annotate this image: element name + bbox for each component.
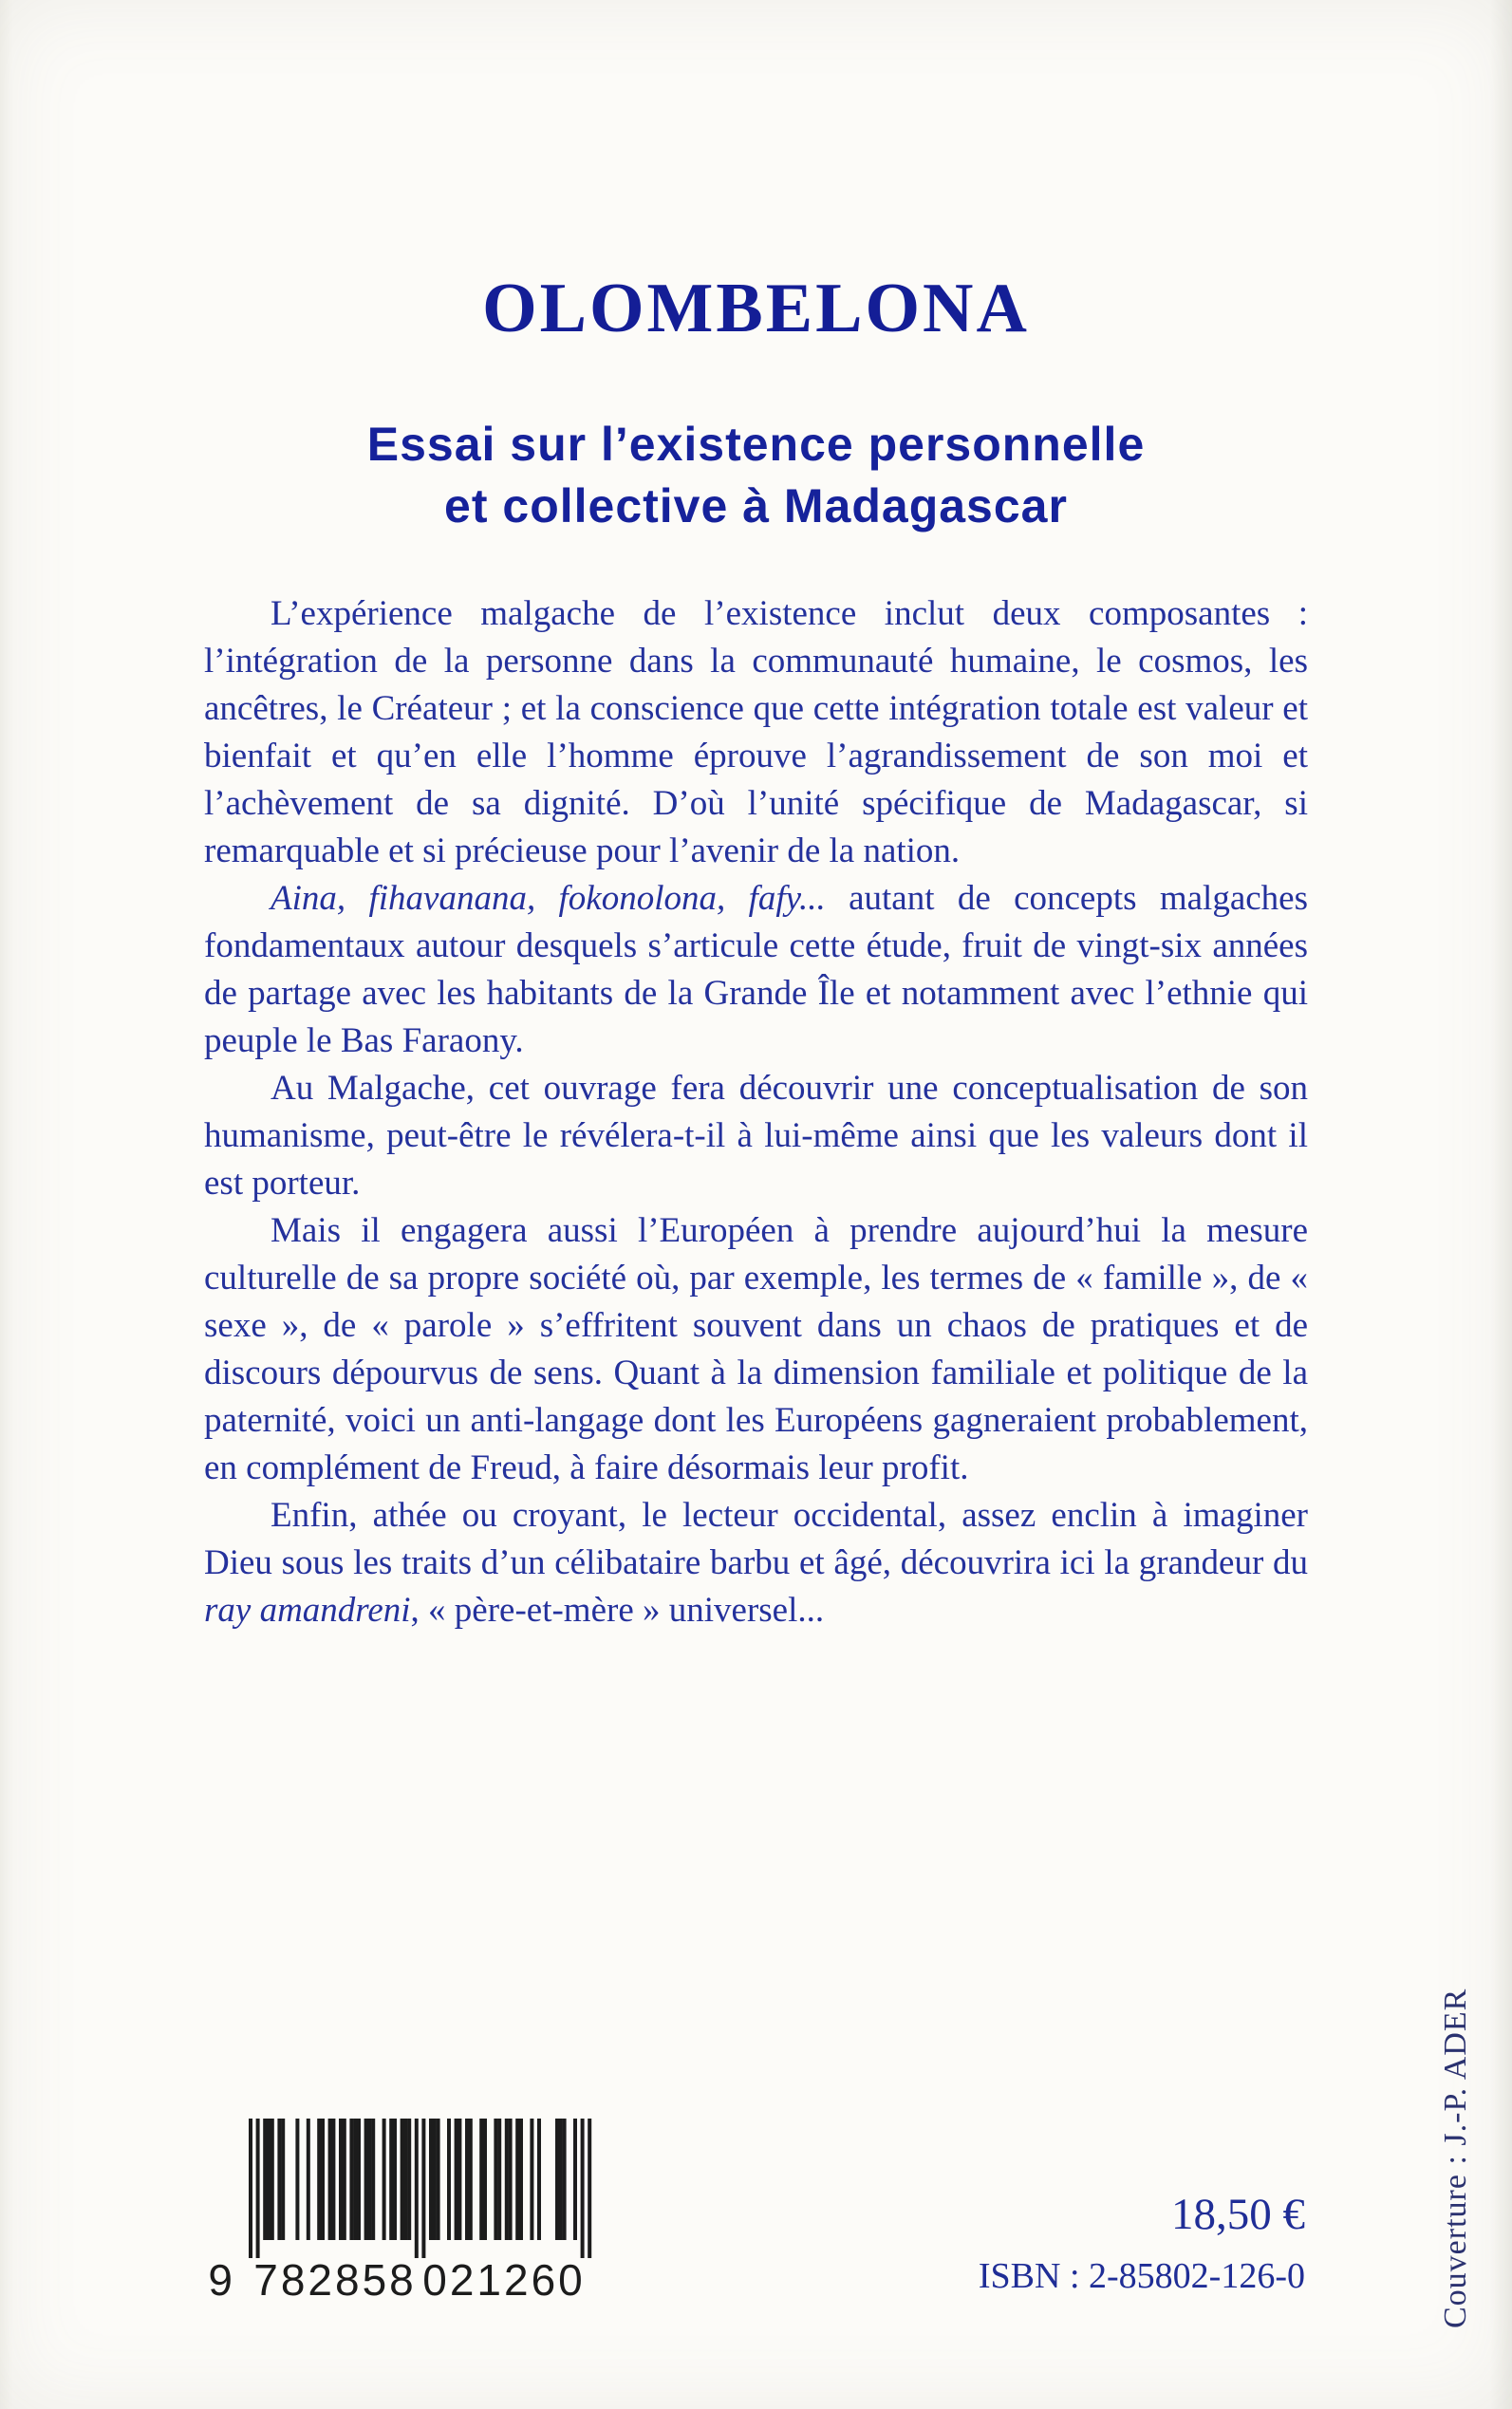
- book-subtitle-line2: et collective à Madagascar: [444, 479, 1068, 532]
- svg-text:021260: 021260: [422, 2255, 586, 2305]
- paragraph: Aina, fihavanana, fokonolona, fafy... autant de concepts malgaches fondamentaux autour desquels s’articule cette étude, fruit de vingt-six années de partage avec les habitants de la Grande Île et notamment avec l’ethnie qui peuple le Bas Faraony.: [204, 879, 1308, 1060]
- paragraph: L’expérience malgache de l’existence inclut deux composantes : l’intégration de la personne dans la communauté humaine, le cosmos, les ancêtres, le Créateur ; et la conscience que cette intégration totale est valeur et bienfait et qu’en elle l’homme éprouve l’agrandissement de son moi et l’achèvement de sa dignité. D’où l’unité spécifique de Madagascar, si remarquable et si précieuse pour l’avenir de la nation.: [204, 594, 1308, 870]
- barcode: [208, 2119, 592, 2308]
- book-title: OLOMBELONA: [482, 270, 1030, 347]
- price: 18,50 €: [1171, 2190, 1305, 2239]
- body-text: [204, 590, 1308, 1634]
- cover-credit: Couverture : J.-P. ADER: [1438, 1988, 1473, 2328]
- barcode-bars: [208, 2119, 592, 2308]
- book-subtitle: [204, 414, 1308, 537]
- pricing-block: [979, 2189, 1305, 2297]
- paragraph: Mais il engagera aussi l’Européen à prendre aujourd’hui la mesure culturelle de sa propre société où, par exemple, les termes de « famille », de « sexe », de « parole » s’effritent souvent dans un chaos de pratiques et de discours dépourvus de sens. Quant à la dimension familiale et politique de la paternité, voici un anti-langage dont les Européens gagneraient probablement, en complément de Freud, à faire désormais leur profit.: [204, 1211, 1308, 1487]
- book-subtitle-line1: Essai sur l’existence personnelle: [366, 418, 1146, 471]
- svg-text:782858: 782858: [253, 2255, 417, 2305]
- paragraph: Enfin, athée ou croyant, le lecteur occidental, assez enclin à imaginer Dieu sous les traits d’un célibataire barbu et âgé, découvrira ici la grandeur du ray amandreni, « père-et-mère » universel...: [204, 1496, 1308, 1630]
- paragraph: Au Malgache, cet ouvrage fera découvrir une conceptualisation de son humanisme, peut-être le révélera-t-il à lui-même ainsi que les valeurs dont il est porteur.: [204, 1069, 1308, 1203]
- isbn: ISBN : 2-85802-126-0: [978, 2256, 1305, 2296]
- svg-text:9: 9: [208, 2255, 235, 2305]
